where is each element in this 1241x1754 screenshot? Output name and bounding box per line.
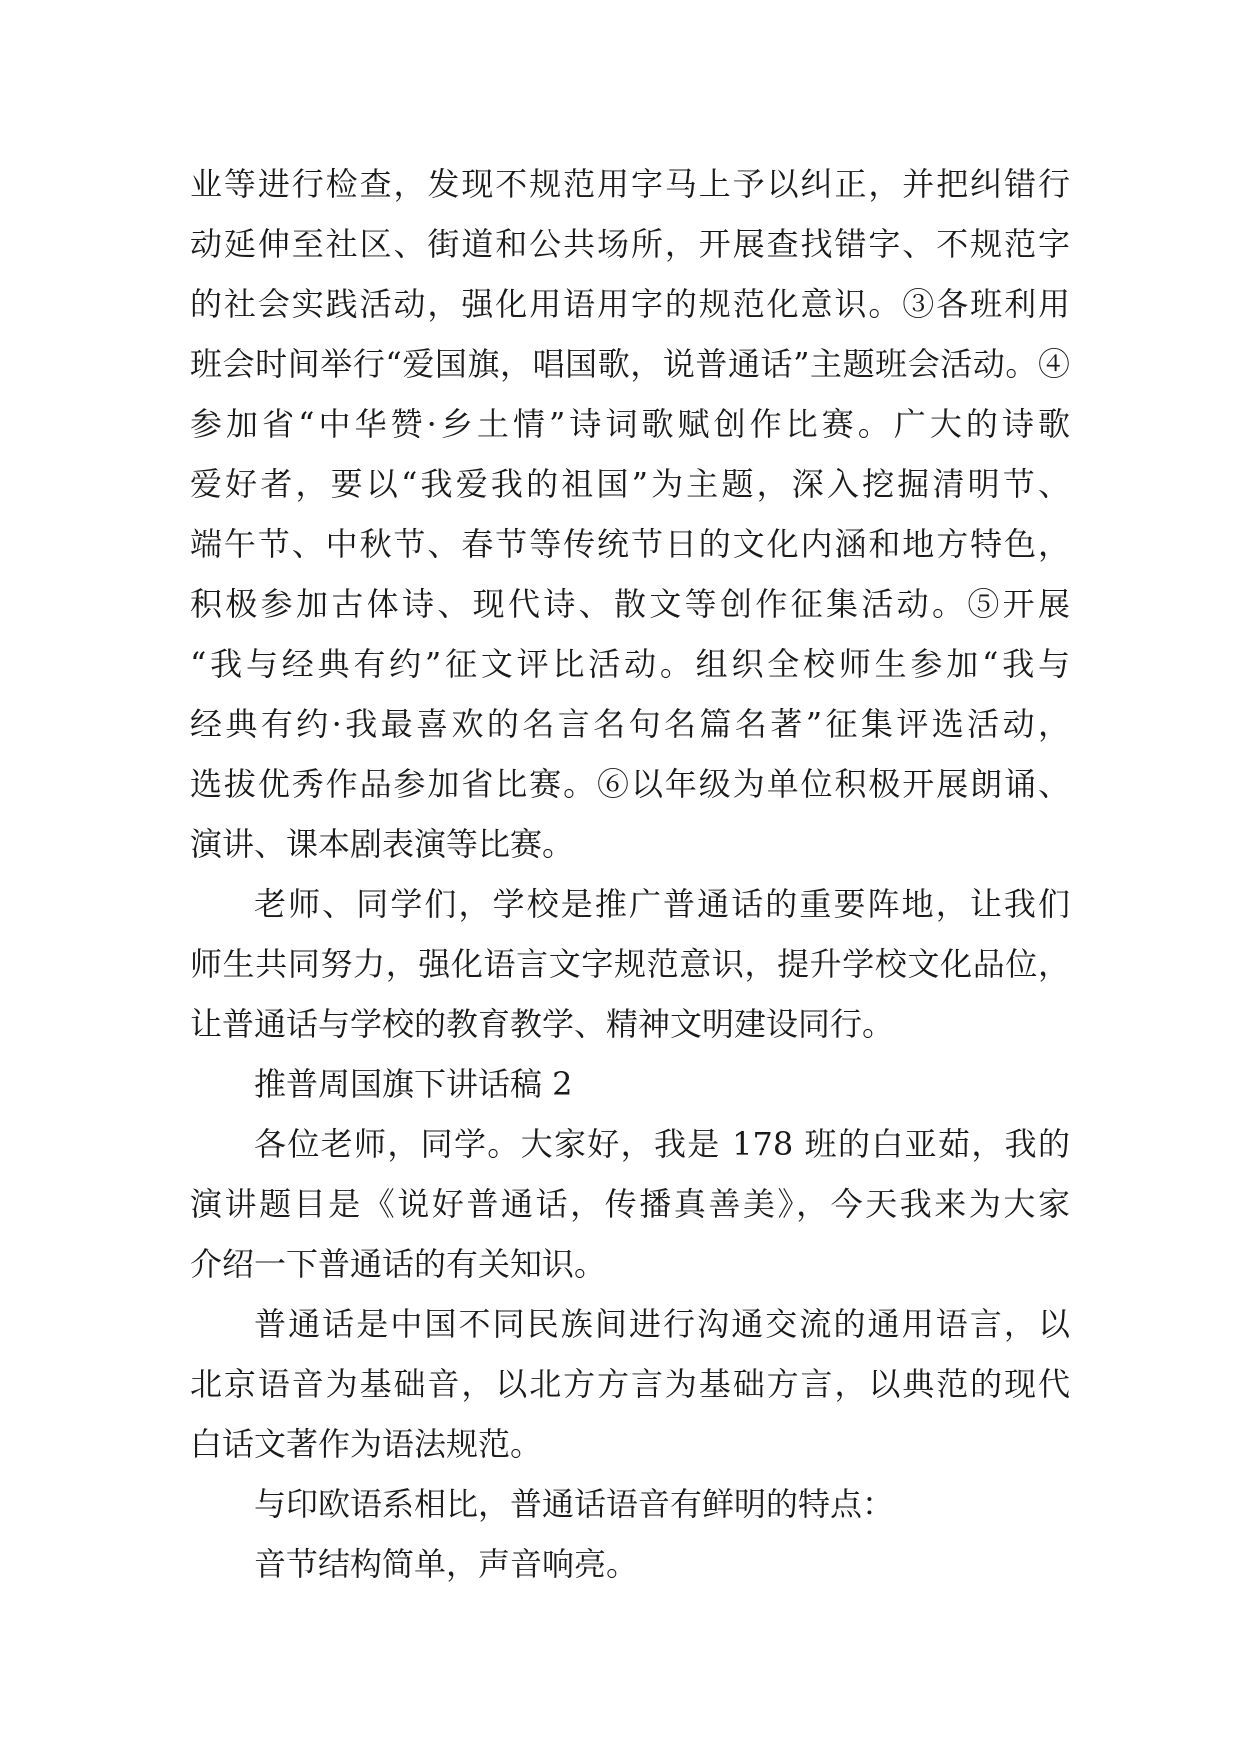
text-line: 白话文著作为语法规范。 [190, 1425, 543, 1463]
text-line: 让普通话与学校的教育教学、精神文明建设同行。 [190, 1005, 895, 1043]
paragraph-definition [190, 1294, 1070, 1474]
text-line: 的社会实践活动，强化用语用字的规范化意识。③各班利用 [190, 285, 1070, 323]
text-line: 老师、同学们，学校是推广普通话的重要阵地，让我们 [254, 885, 1070, 923]
paragraph-activities-continued [190, 154, 1070, 874]
text-line: 参加省“中华赞·乡土情”诗词歌赋创作比赛。广大的诗歌 [190, 405, 1070, 443]
text-line: 演讲、课本剧表演等比赛。 [190, 825, 575, 863]
paragraph-comparison [190, 1474, 1070, 1534]
paragraph-greeting [190, 1114, 1070, 1294]
paragraph-closing [190, 874, 1070, 1054]
text-line: 经典有约·我最喜欢的名言名句名篇名著”征集评选活动， [190, 705, 1070, 743]
text-line: 端午节、中秋节、春节等传统节日的文化内涵和地方特色， [190, 525, 1070, 563]
section-title: 推普周国旗下讲话稿 2 [254, 1065, 573, 1103]
text-line: 师生共同努力，强化语言文字规范意识，提升学校文化品位， [190, 945, 1070, 983]
paragraph-feature [190, 1534, 1070, 1594]
text-line: “我与经典有约”征文评比活动。组织全校师生参加“我与 [190, 645, 1070, 683]
text-line: 动延伸至社区、街道和公共场所，开展查找错字、不规范字 [190, 225, 1070, 263]
text-line: 选拔优秀作品参加省比赛。⑥以年级为单位积极开展朗诵、 [190, 765, 1070, 803]
section-heading [190, 1054, 1070, 1114]
document-body [190, 154, 1070, 1594]
text-line: 业等进行检查，发现不规范用字马上予以纠正，并把纠错行 [190, 165, 1070, 203]
text-line: 音节结构简单，声音响亮。 [254, 1545, 639, 1583]
text-line: 演讲题目是《说好普通话，传播真善美》，今天我来为大家 [190, 1185, 1070, 1223]
text-line: 与印欧语系相比，普通话语音有鲜明的特点： [254, 1485, 895, 1523]
text-line: 班会时间举行“爱国旗，唱国歌，说普通话”主题班会活动。④ [190, 345, 1070, 383]
text-line: 爱好者，要以“我爱我的祖国”为主题，深入挖掘清明节、 [190, 465, 1070, 503]
text-line: 积极参加古体诗、现代诗、散文等创作征集活动。⑤开展 [190, 585, 1070, 623]
text-line: 北京语音为基础音，以北方方言为基础方言，以典范的现代 [190, 1365, 1070, 1403]
text-line: 普通话是中国不同民族间进行沟通交流的通用语言，以 [254, 1305, 1070, 1343]
text-line: 介绍一下普通话的有关知识。 [190, 1245, 607, 1283]
text-line: 各位老师，同学。大家好，我是 178 班的白亚茹，我的 [254, 1125, 1070, 1163]
